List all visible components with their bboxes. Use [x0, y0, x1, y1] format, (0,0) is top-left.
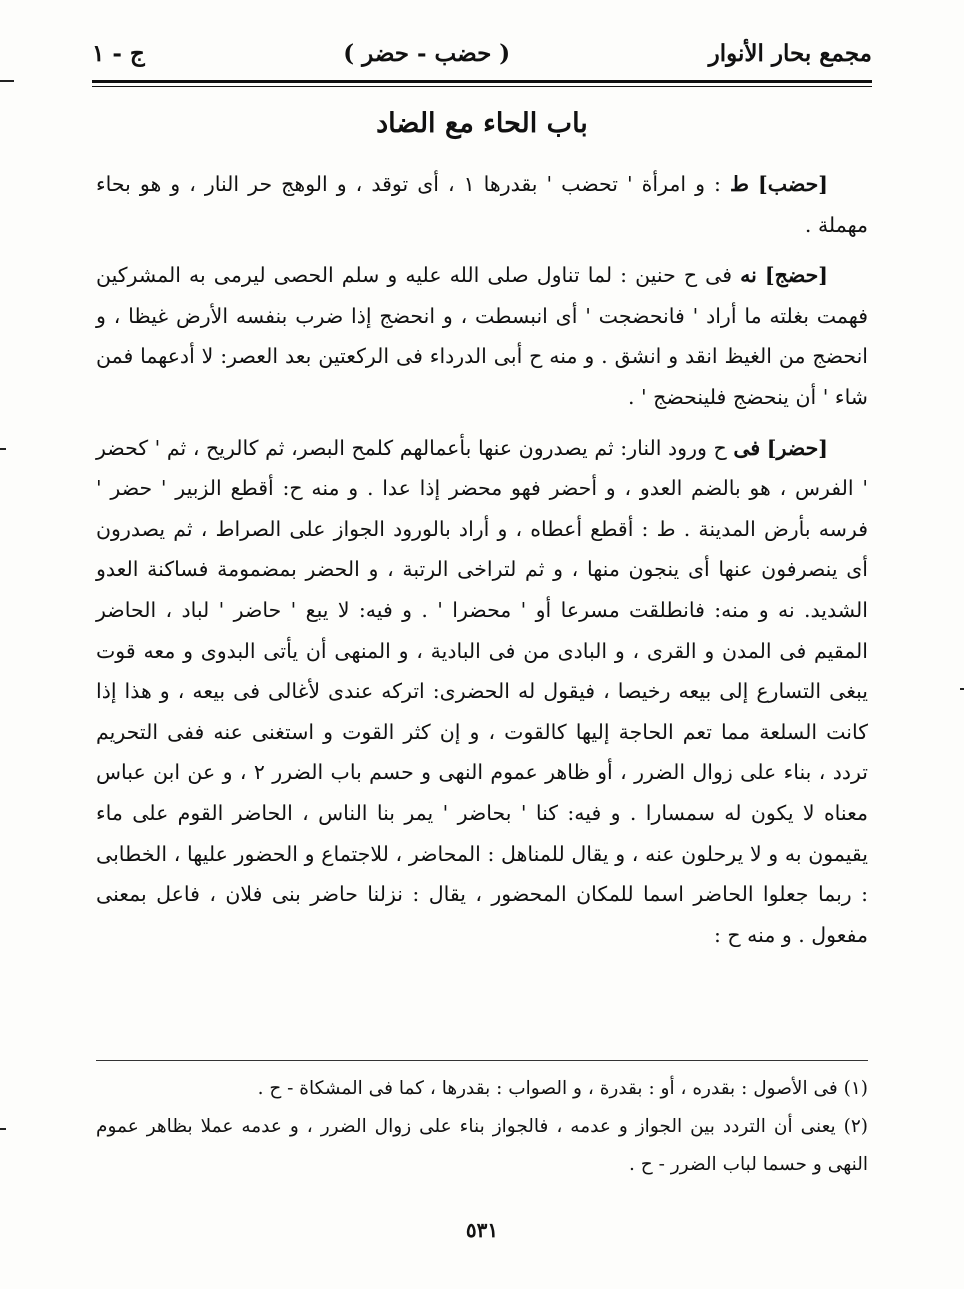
footnotes [96, 1070, 868, 1184]
scan-edge-mark [0, 1128, 6, 1130]
book-title: مجمع بحار الأنوار [708, 39, 872, 67]
entry-headword: [حضب] [758, 172, 828, 196]
entry-range: ( حضب - حضر ) [343, 39, 511, 67]
scan-edge-mark [0, 448, 6, 450]
footnote-rule [96, 1060, 868, 1061]
chapter-title: باب الحاء مع الضاد [376, 108, 588, 139]
entry-hadaj [96, 255, 868, 417]
running-header [92, 30, 872, 76]
source-marker: فى [733, 435, 761, 460]
entry-text: ح ورود النار: ثم يصدرون عنها بأعمالهم كلمح البصر، ثم كالريح ، ثم ' كحضر ' الفرس ، هو بالضم العدو ، و أحضر فهو محضر إذا عدا . و منه ح: أقطع الزبير ' حضر ' فرسه بأرض المدينة . ط : أقطع أعطاه ، و أراد بالورود الجواز على الصراط ، ثم يصدرون أى ينصرفون عنها أى ينجون منها ، و ثم لتراخى الرتبة ، و الحضر بمضمومة فساكنة العدو الشديد. نه و منه: فانطلقت مسرعا أو ' محضرا ' . و فيه: لا يبع ' حاضر ' لباد ، الحاضر المقيم فى المدن و القرى ، و البادى من فى البادية ، و المنهى أن يأتى البدوى و معه قوت يبغى التسارع إلى بيعه رخيصا ، فيقول له الحضرى: اتركه عندى لأغالى فى بيعه ، و هذا إذا كانت السلعة مما تعم الحاجة إليها كالقوت ، و إن كثر القوت و استغنى عنه ففى التحريم تردد ، بناء على زوال الضرر ، أو ظاهر عموم النهى و حسم باب الضرر ٢ ، و عن ابن عباس معناه لا يكون له سمسارا . و فيه: كنا ' بحاضر ' يمر بنا الناس ، الحاضر القوم على ماء يقيمون به و لا يرحلون عنه ، و يقال للمناهل : المحاضر ، للاجتماع و الحضور عليها ، الخطابى : ربما جعلوا الحاضر اسما للمكان المحضور ، يقال : نزلنا حاضر بنى فلان ، فاعل بمعنى مفعول . و منه ح : [96, 435, 868, 947]
header-rule-thin [92, 86, 872, 87]
entry-text: فى ح حنين : لما تناول صلى الله عليه و سلم الحصى ليرمى به المشركين فهمت بغلته ما أراد ' فانحضجت ' أى انبسطت ، و انحضج إذا ضرب بنفسه الأرض غيظا ، و انحضج من الغيظ انقد و انشق . و منه ح أبى الدرداء فى الركعتين بعد العصر: لا أدعهما فمن شاء ' أن ينحضج فلينحضج ' . [96, 263, 868, 409]
page-number: ٥٣١ [465, 1218, 499, 1242]
source-marker: ط [730, 172, 749, 196]
scan-edge-mark [0, 80, 14, 82]
entries-body [96, 164, 868, 965]
entry-headword: [حضج] [764, 263, 828, 288]
header-rule-thick [92, 80, 872, 83]
volume-label: ج - ١ [92, 39, 145, 67]
entry-hadar [96, 428, 868, 956]
footnote-2: (٢) يعنى أن التردد بين الجواز و عدمه ، فالجواز بناء على زوال الضرر ، و عدمه عملا بظاهر عموم النهى و حسما لباب الضرر - ح . [96, 1116, 868, 1175]
source-marker: نه [740, 263, 757, 288]
footnote-1: (١) فى الأصول : بقدره ، أو : بقدرة ، و الصواب : بقدرها ، كما فى المشكاة - ح . [257, 1078, 868, 1099]
scan-edge-mark [960, 688, 964, 690]
entry-text: : و امرأة ' تحضب ' بقدرها ١ ، أى توقد ، و الوهج حر النار ، و هو بحاء مهملة . [96, 172, 868, 237]
entry-headword: [حضر] [766, 435, 828, 460]
entry-hadab [96, 164, 868, 245]
